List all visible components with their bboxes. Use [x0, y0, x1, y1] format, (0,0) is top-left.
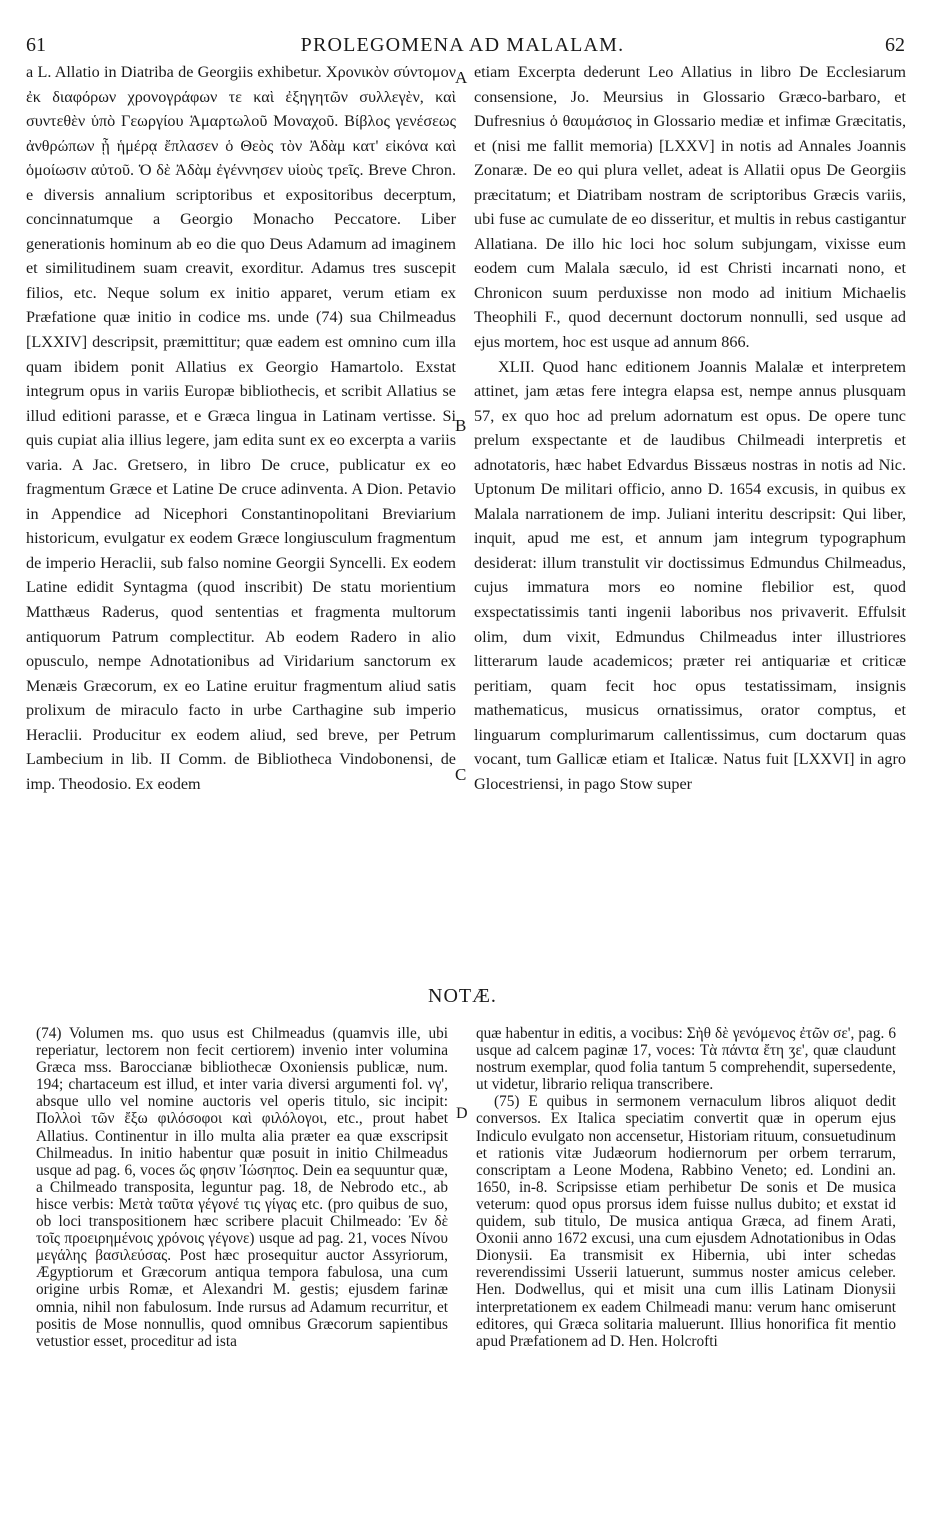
note-75-text: (75) E quibus in sermonem vernaculum libros aliquot dedit conversos. Ex Italica speciatim convertit quæ in operum ejus Indiculo evulgato non accensetur, Historiam rituum, consuetudinum et rationis vitæ Judæorum hodiernorum per orbem terrarum, conscriptam a Leone Modena, Rabbino Veneto; ed. Londini an. 1650, in-8. Scripsisse etiam perhibetur De sonis et De musica veterum: quod opus prorsus idem fuisse nullus dubito; et exstat id quidem, sub titulo, De musica antiqua Græca, ad finem Arati, Oxonii anno 1672 excusi, una cum ejusdem Adnotationibus in Odas Dionysii. Ea transmisit ex Hibernia, ubi inter schedas reverendissimi Usserii latuerunt, summus noster amicus celeber. Hen. Dodwellus, qui et misit una cum illis Latinam Dionysii interpretationem ex eadem Chilmeadi manu: verum hanc omiserunt editores, qui Græca solitaria maluerunt. Illius honorifica fit mentio apud Præfationem ad D. Hen. Holcrofti — [476, 1093, 896, 1350]
note-74-continued: quæ habentur in editis, a vocibus: Σὴθ δὲ γενόμενος ἐτῶν σε', pag. 6 usque ad calcem paginæ 17, voces: Τὰ πάντα ἔτη ʒε', quæ claudunt nostrum exemplar, quod folia tantum 5 comprehendit, supersedente, ut videtur, librario reliqua transcribere. — [476, 1025, 896, 1094]
page-number-right: 62 — [885, 34, 905, 56]
right-column — [474, 60, 906, 796]
left-column-text: a L. Allatio in Diatriba de Georgiis exhibetur. Χρονικὸν σύντομον ἐκ διαφόρων χρονογράφων τε καὶ ἐξηγητῶν συλλεγὲν, καὶ συντεθὲν ὑπὸ Γεωργίου Ἁμαρτωλοῦ Μοναχοῦ. Βίβλος γενέσεως ἀνθρώπων ᾗ ἡμέρᾳ ἔπλασεν ὁ Θεὸς τὸν Ἀδὰμ κατ' εἰκόνα καὶ ὁμοίωσιν αὐτοῦ. Ὁ δὲ Ἀδὰμ ἐγέννησεν υἱοὺς τρεῖς. Breve Chron. e diversis annalium scriptoribus et expositoribus decerptum, concinnatumque a Georgio Monacho Peccatore. Liber generationis hominum ab eo die quo Deus Adamum ad imaginem et similitudinem suam creavit, exorditur. Adamus tres suscepit filios, etc. Neque solum ex initio apparet, verum etiam ex Præfatione quæ initio in codice ms. unde (74) sua Chilmeadus [LXXIV] descripsit, præmittitur; quæ eadem est omnino cum illa quam ibidem ponit Allatius ex Georgio Hamartolo. Exstat integrum opus in variis Europæ bibliothecis, et scribit Allatius se illud editioni parasse, et e Græca lingua in Latinam vertisse. Si quis cupiat alia illius legere, jam edita sunt ex eo excerpta a variis varia. A Jac. Gretsero, in libro De cruce, publicatur ex eo fragmentum Græce et Latine De cruce adinventa. A Dion. Petavio in Appendice ad Nicephori Constantinopolitani Breviarium historicum, evulgatur ex eodem Græce longiusculum fragmentum de imperio Heraclii, sub falso nomine Georgii Syncelli. Ex eodem Latine edidit Syntagma (quod inscribit) De statu morientium Matthæus Raderus, quod sententias et fragmenta multorum antiquorum Patrum complectitur. Ab eodem Radero in alio opusculo, nempe Adnotationibus ad Viridarium sanctorum ex Menæis Græcorum, ex eo Latine eruitur fragmentum aliud satis prolixum de miraculo facto in urbe Carthagine sub imperio Heraclii. Producitur ex eodem aliud, sed breve, per Petrum Lambecium in lib. II Comm. de Bibliotheca Vindobonensi, de imp. Theodosio. Ex eodem — [26, 63, 456, 793]
notes-right-column — [476, 1025, 896, 1350]
right-column-text: etiam Excerpta dederunt Leo Allatius in libro De Ecclesiarum consensione, Jo. Meursius in Glossario Græco-barbaro, et Dufresnius ὁ θαυμάσιος in Glossario mediæ et infimæ Græcitatis, et (nisi me fallit memoria) [LXXV] in notis ad Annales Joannis Zonaræ. De eo qui plura vellet, adeat is Allatii opus De Georgiis præcitatum; et Diatribam nostram de scriptoribus Græcis variis, ubi fuse ac cumulate de eo disseritur, et multis in rebus castigantur Allatiana. De illo hic loci hoc solum subjungam, vixisse eum eodem cum Malala sæculo, id est Christi incarnati nono, et Chronicon suum perduxisse non modo ad initium Michaelis Theophili F., quod decernunt doctorum nonnulli, sed usque ad ejus mortem, hoc est usque ad annum 866. — [474, 63, 906, 352]
page-header — [18, 20, 907, 60]
notes-heading: NOTÆ. — [428, 985, 497, 1007]
section-xlii-text: XLII. Quod hanc editionem Joannis Malalæ et interpretem attinet, jam ætas fere integra elapsa est, nempe annus plusquam 57, ex quo hoc ad prelum adornatum est opus. De opere tunc prelum exspectante et de laudibus Chilmeadi interpretis et adnotatoris, hæc habet Edvardus Bissæus nostras in notis ad Nic. Uptonum De militari officio, anno D. 1654 excusis, in quibus ex Malala narrationem de imp. Juliani interitu descripsit: Qui liber, inquit, apud me est, et annum jam integrum typographum desiderat: illum transtulit vir doctissimus Edmundus Chilmeadus, cujus immatura mors eo nomine flebilior est, quod exspectatissimis tanti ingenii laboribus nos privaverit. Effulsit olim, dum vixit, Edmundus Chilmeadus inter illustriores litterarum laude academicos; præter rei antiquariæ et criticæ peritiam, quam fecit hoc opus testatissimam, insignis mathematicus, musicus ornatissimus, orator comptus, et linguarum complurimarum callentissimus, cum doctarum quas vocant, tum Gallicæ etiam et Italicæ. Natus fuit [LXXVI] in agro Glocestriensi, in pago Stow super — [474, 357, 906, 793]
page-number-left: 61 — [26, 34, 46, 56]
note-74-text: (74) Volumen ms. quo usus est Chilmeadus (quamvis ille, ubi reperiatur, lectorem non fecit certiorem) invenio inter volumina Græca mss. Baroccianæ bibliothecæ Oxoniensis publicæ, num. 194; chartaceum est illud, et inter varia diversi argumenti fol. νγ', absque ullo vel nomine auctoris vel operis titulo, sic incipit: Πολλοὶ τῶν ἔξω φιλόσοφοι καὶ φιλόλογοι, etc., prout habet Allatius. Continentur in illo multa alia præter ea quæ exscripsit Chilmeadus. In initio habentur quæ posuit in initio Chilmeadus usque ad pag. 6, voces ὥς φησιν Ἰώσηπος. Dein ea sequuntur quæ, a Chilmeado transposita, leguntur pag. 18, de Nebrodo etc., ab hisce verbis: Μετὰ ταῦτα γέγονέ τις γίγας etc. (pro quibus de suo, ob loci transpositionem hæc scribere placuit Chilmeado: Ἐν δὲ τοῖς προειρημένοις χρόνοις γέγονε) usque ad pag. 21, voces Νίνου μεγάλης βασιλεύσας. Post hæc prosequitur auctor Assyriorum, Ægyptiorum et Græcorum antiqua tempora fabulosa, una cum origine urbis Romæ, et Alexandri M. gestis; ejusdem farinæ omnia, nihil non fabulosum. Inde rursus ad Adamum recurritur, et positis de Mose nonnullis, quod omnibus Græcorum sapientibus vetustior esset, proceditur ad ista — [36, 1025, 448, 1350]
margin-marker-c: C — [455, 765, 467, 784]
margin-marker-d: D — [456, 1105, 468, 1122]
notes-left-column — [36, 1025, 448, 1350]
margin-marker-b: B — [455, 416, 467, 435]
margin-marker-a: A — [455, 68, 468, 87]
running-title: PROLEGOMENA AD MALALAM. — [300, 34, 625, 56]
left-column — [26, 60, 456, 796]
